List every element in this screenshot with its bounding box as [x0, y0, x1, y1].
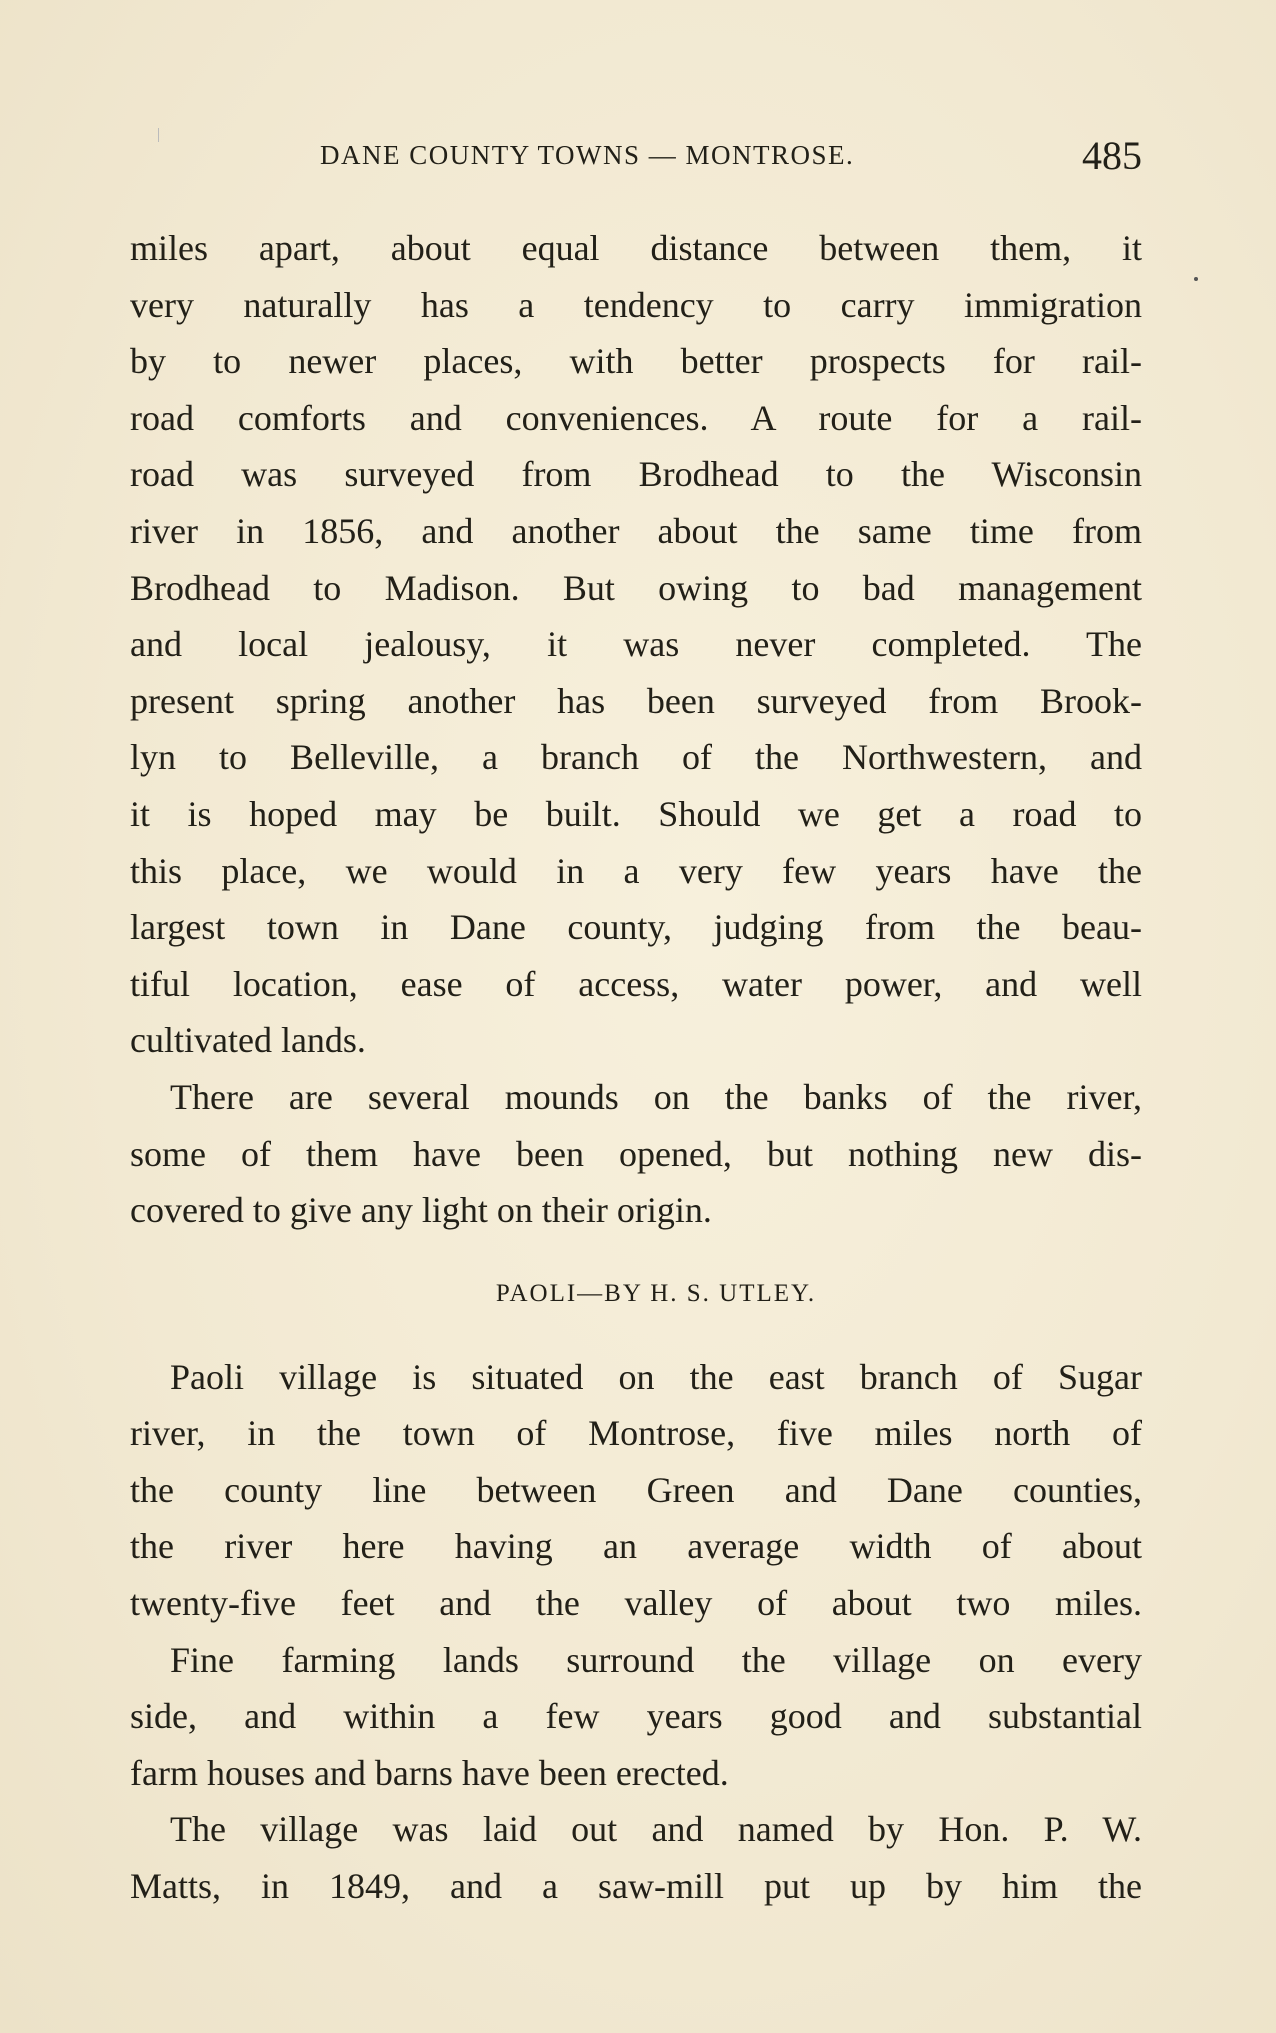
text-line: road was surveyed from Brodhead to the Wisconsin: [130, 454, 1142, 495]
paragraph-farming: [130, 1632, 1142, 1802]
text-line: side, and within a few years good and substantial: [130, 1696, 1142, 1737]
text-line: largest town in Dane county, judging from the beau-: [130, 907, 1142, 948]
paragraph-railroad: [130, 220, 1142, 1069]
text-line: and local jealousy, it was never completed. The: [130, 624, 1142, 665]
running-head: DANE COUNTY TOWNS — MONTROSE.: [320, 140, 855, 170]
text-line: miles apart, about equal distance between them, it: [130, 228, 1142, 268]
text-line: covered to give any light on their origin.: [130, 1190, 712, 1231]
text-line: The village was laid out and named by Hon. P. W.: [170, 1809, 1142, 1850]
page-header: [130, 133, 1142, 180]
paragraph-village-founding: [130, 1801, 1142, 1914]
text-line: road comforts and conveniences. A route for a rail-: [130, 397, 1142, 438]
paragraph-mounds: [130, 1069, 1142, 1239]
text-line: twenty-five feet and the valley of about two miles.: [130, 1583, 1142, 1624]
text-line: Fine farming lands surround the village on every: [170, 1639, 1142, 1680]
text-line: the river here having an average width of about: [130, 1526, 1142, 1567]
text-line: Matts, in 1849, and a saw-mill put up by him the: [130, 1866, 1142, 1907]
paragraph-paoli-location: [130, 1349, 1142, 1632]
text-line: some of them have been opened, but nothing new dis-: [130, 1133, 1142, 1174]
text-line: the county line between Green and Dane counties,: [130, 1469, 1142, 1510]
text-line: farm houses and barns have been erected.: [130, 1752, 729, 1793]
text-line: this place, we would in a very few years have the: [130, 850, 1142, 891]
page-number: 485: [1082, 133, 1142, 178]
text-line: There are several mounds on the banks of the river,: [170, 1076, 1142, 1117]
text-line: Paoli village is situated on the east branch of Sugar: [170, 1356, 1142, 1397]
text-line: river, in the town of Montrose, five miles north of: [130, 1413, 1142, 1454]
text-line: river in 1856, and another about the same time from: [130, 510, 1142, 551]
text-line: Brodhead to Madison. But owing to bad management: [130, 567, 1142, 608]
text-line: tiful location, ease of access, water power, and well: [130, 963, 1142, 1004]
text-line: lyn to Belleville, a branch of the Northwestern, and: [130, 737, 1142, 778]
section-heading: PAOLI—BY H. S. UTLEY.: [495, 1279, 817, 1307]
text-line: present spring another has been surveyed from Brook-: [130, 680, 1142, 721]
text-line: very naturally has a tendency to carry immigration: [130, 284, 1142, 325]
text-line: cultivated lands.: [130, 1020, 366, 1061]
body-text: [130, 220, 1142, 1915]
text-line: by to newer places, with better prospects for rail-: [130, 341, 1142, 382]
text-line: it is hoped may be built. Should we get a road to: [130, 793, 1142, 834]
ink-speck: [1194, 277, 1198, 281]
